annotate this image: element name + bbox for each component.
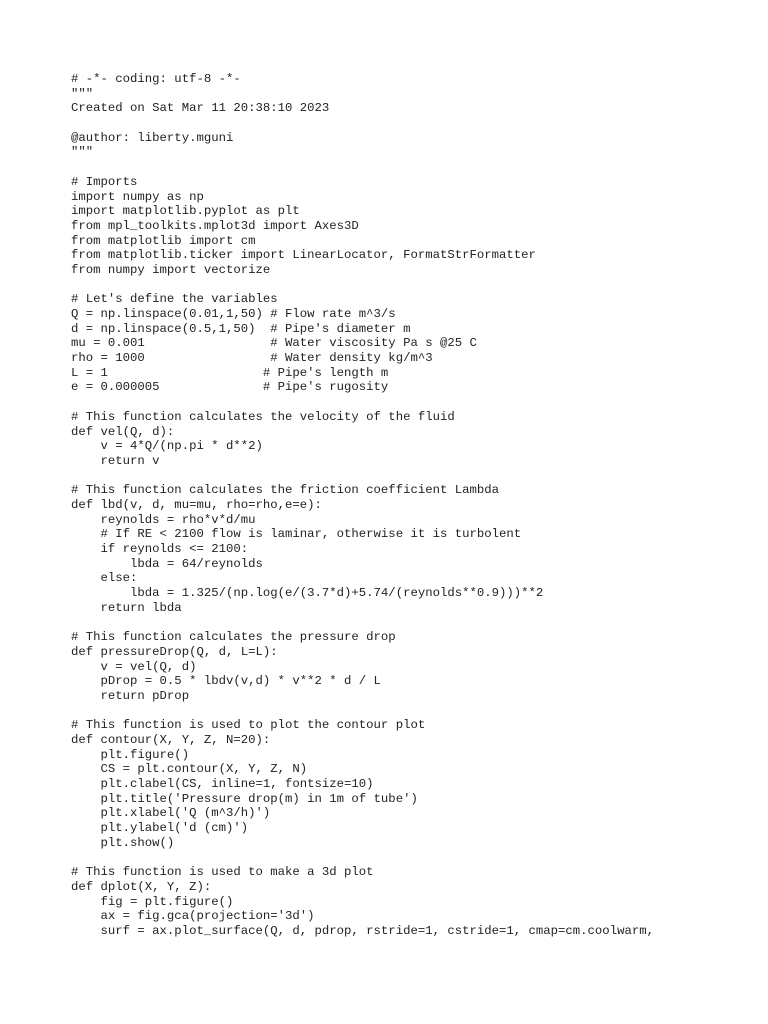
code-line: [71, 615, 761, 630]
code-line: CS = plt.contour(X, Y, Z, N): [71, 762, 308, 777]
code-line: plt.title('Pressure drop(m) in 1m of tube'): [71, 791, 418, 806]
code-line: import matplotlib.pyplot as plt: [71, 204, 300, 219]
code-line: reynolds = rho*v*d/mu: [71, 512, 256, 527]
code-line: e = 0.000005 # Pipe's rugosity: [71, 380, 389, 395]
code-line: def pressureDrop(Q, d, L=L):: [71, 644, 278, 659]
code-line: rho = 1000 # Water density kg/m^3: [71, 351, 433, 366]
code-line: from numpy import vectorize: [71, 262, 271, 277]
code-line: mu = 0.001 # Water viscosity Pa s @25 C: [71, 336, 477, 351]
code-line: pDrop = 0.5 * lbdv(v,d) * v**2 * d / L: [71, 674, 381, 689]
code-line: return lbda: [71, 600, 182, 615]
code-line: from matplotlib.ticker import LinearLocator, FormatStrFormatter: [71, 248, 536, 263]
code-line: from matplotlib import cm: [71, 233, 256, 248]
code-line: # This function is used to make a 3d plot: [71, 865, 374, 880]
code-line: else:: [71, 571, 138, 586]
code-line: Created on Sat Mar 11 20:38:10 2023: [71, 101, 330, 116]
code-line: lbda = 1.325/(np.log(e/(3.7*d)+5.74/(reynolds**0.9)))**2: [71, 586, 544, 601]
code-line: L = 1 # Pipe's length m: [71, 365, 389, 380]
code-line: @author: liberty.mguni: [71, 130, 234, 145]
code-line: import numpy as np: [71, 189, 204, 204]
code-line: v = 4*Q/(np.pi * d**2): [71, 439, 263, 454]
code-line: [71, 395, 761, 410]
code-line: [71, 850, 761, 865]
code-line: plt.ylabel('d (cm)'): [71, 821, 249, 836]
code-line: ax = fig.gca(projection='3d'): [71, 909, 315, 924]
code-line: """: [71, 86, 94, 101]
code-line: surf = ax.plot_surface(Q, d, pdrop, rstride=1, cstride=1, cmap=cm.coolwarm,: [71, 923, 654, 938]
code-line: from mpl_toolkits.mplot3d import Axes3D: [71, 218, 359, 233]
code-line: lbda = 64/reynolds: [71, 556, 263, 571]
code-line: [71, 116, 761, 131]
code-block: [71, 72, 761, 939]
code-line: plt.show(): [71, 835, 175, 850]
code-line: fig = plt.figure(): [71, 894, 234, 909]
code-line: [71, 704, 761, 719]
code-line: [71, 469, 761, 484]
code-line: if reynolds <= 2100:: [71, 542, 249, 556]
code-line: # This function calculates the pressure drop: [71, 630, 396, 645]
code-line: Q = np.linspace(0.01,1,50) # Flow rate m^3/s: [71, 307, 396, 321]
code-line: [71, 160, 761, 175]
code-line: def vel(Q, d):: [71, 424, 175, 439]
code-line: # This function is used to plot the contour plot: [71, 718, 426, 733]
code-line: # If RE < 2100 flow is laminar, otherwise it is turbolent: [71, 527, 522, 542]
code-line: [71, 278, 761, 293]
code-line: d = np.linspace(0.5,1,50) # Pipe's diameter m: [71, 321, 411, 336]
code-line: def contour(X, Y, Z, N=20):: [71, 732, 271, 747]
code-line: def dplot(X, Y, Z):: [71, 879, 212, 894]
code-line: return pDrop: [71, 688, 190, 703]
code-line: plt.xlabel('Q (m^3/h)'): [71, 806, 271, 821]
code-line: def lbd(v, d, mu=mu, rho=rho,e=e):: [71, 497, 322, 512]
code-line: # This function calculates the friction coefficient Lambda: [71, 483, 500, 498]
code-line: # Let's define the variables: [71, 292, 278, 307]
code-line: v = vel(Q, d): [71, 659, 197, 674]
code-line: """: [71, 145, 94, 160]
code-line: # Imports: [71, 174, 138, 189]
code-line: plt.clabel(CS, inline=1, fontsize=10): [71, 777, 374, 791]
code-line: return v: [71, 453, 160, 468]
code-line: # -*- coding: utf-8 -*-: [71, 72, 241, 86]
code-line: # This function calculates the velocity of the fluid: [71, 409, 455, 424]
code-line: plt.figure(): [71, 747, 190, 762]
